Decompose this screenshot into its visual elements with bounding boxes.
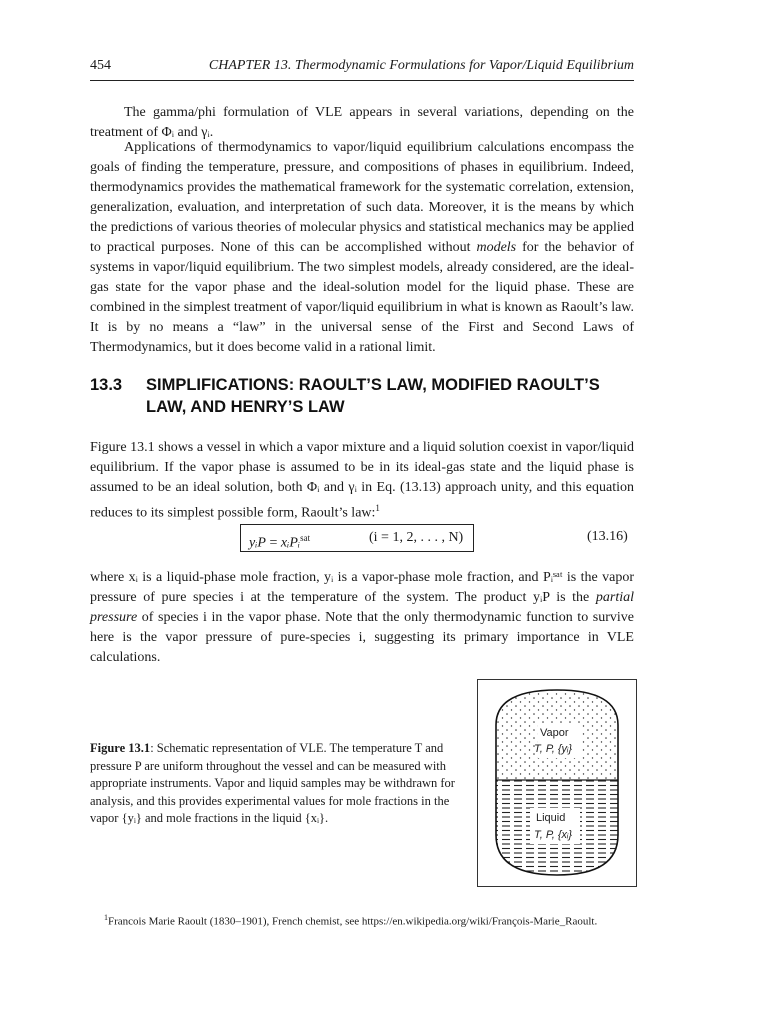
vapor-label: Vapor	[540, 727, 569, 739]
page-number: 454	[90, 58, 111, 73]
paragraph-text: for the behavior of systems in vapor/liquid equilibrium. The two simplest models, already considered, are the ideal-gas state for the vapor phase and the ideal-solution model for the liquid phase. These are combined in the simplest treatment of vapor/liquid equilibrium in what is known as Raoult’s law. It is by no means a “law” in the universal sense of the First and Second Laws of Thermodynamics, but it does become valid in a rational limit.	[90, 240, 634, 355]
partial-pressure-italic: partial pressure	[90, 590, 634, 625]
equation-lhs: yᵢP	[249, 535, 266, 551]
chapter-title: CHAPTER 13. Thermodynamic Formulations for Vapor/Liquid Equilibrium	[208, 58, 634, 73]
equation-range: (i = 1, 2, . . . , N)	[369, 530, 464, 545]
footnote-text: Francois Marie Raoult (1830–1901), French chemist, see https://en.wikipedia.org/wiki/François-Marie_Raoult.	[108, 915, 598, 928]
equation-rhs: xᵢPᵢ	[280, 535, 301, 551]
paragraph-applications	[90, 138, 634, 358]
footnote-ref: 1	[375, 503, 380, 513]
figure-label: Figure 13.1	[90, 741, 151, 755]
footnote	[104, 910, 644, 930]
equation-equals: =	[265, 535, 281, 551]
paragraph-text: The gamma/phi formulation of VLE appears in several variations, depending on the treatment of Φᵢ and γᵢ.	[90, 105, 634, 140]
paragraph-gamma-phi	[90, 103, 634, 143]
paragraph-definitions	[90, 568, 634, 668]
liquid-label: Liquid	[536, 812, 566, 824]
paragraph-text: Applications of thermodynamics to vapor/liquid equilibrium calculations encompass the goals of finding the temperature, pressure, and compositions of phases in equilibrium. Indeed, thermodynamics provides the mathematical framework for the systematic correlation, extension, generalization, evaluation, and interpretation of such data. Moreover, it is the means by which the predictions of various theories of molecular physics and statistical mechanics may be applied to practical purposes. None of this can be accomplished without	[90, 140, 634, 255]
vle-vessel-figure	[477, 679, 637, 887]
paragraph-text: of species i in the vapor phase. Note that the only thermodynamic function to survive here is the vapor pressure of pure-species i, suggesting its primary importance in VLE calculations.	[90, 610, 634, 665]
paragraph-figure-intro	[90, 438, 634, 524]
caption-text: : Schematic representation of VLE. The temperature T and pressure P are uniform throughout the vessel and can be measured with appropriate instruments. Vapor and liquid samples may be withdrawn for analysis, and this provides experimental values for mole fractions in the vapor {yᵢ} and mole fractions in the liquid {xᵢ}.	[90, 741, 455, 825]
paragraph-text: where xᵢ is a liquid-phase mole fraction, yᵢ is a vapor-phase mole fraction, and Pᵢˢᵃᵗ is the vapor pressure of pure species i at the temperature of the system. The product yᵢP is the	[90, 570, 634, 605]
paragraph-text: Figure 13.1 shows a vessel in which a vapor mixture and a liquid solution coexist in vapor/liquid equilibrium. If the vapor phase is assumed to be in its ideal-gas state and the liquid phase is assumed to be an ideal solution, both Φᵢ and γᵢ in Eq. (13.13) approach unity, and this equation reduces to its simplest possible form, Raoult’s law:	[90, 440, 634, 521]
liquid-variables: T, P, {xᵢ}	[534, 829, 573, 841]
section-heading	[90, 374, 650, 418]
vapor-variables: T, P, {yᵢ}	[534, 743, 573, 755]
equation-box-raoults-law	[240, 524, 474, 552]
running-header	[90, 58, 634, 74]
footnote-mark: 1	[104, 913, 108, 922]
equation-number: (13.16)	[587, 529, 628, 544]
section-title-line2: LAW, AND HENRY’S LAW	[146, 398, 345, 416]
figure-caption	[90, 740, 460, 828]
equation-superscript: sat	[300, 533, 311, 543]
vessel-diagram	[478, 680, 636, 886]
header-rule	[90, 80, 634, 81]
section-number: 13.3	[90, 376, 123, 394]
models-italic: models	[476, 240, 517, 255]
section-title-line1: SIMPLIFICATIONS: RAOULT’S LAW, MODIFIED RAOULT’S	[146, 376, 600, 394]
